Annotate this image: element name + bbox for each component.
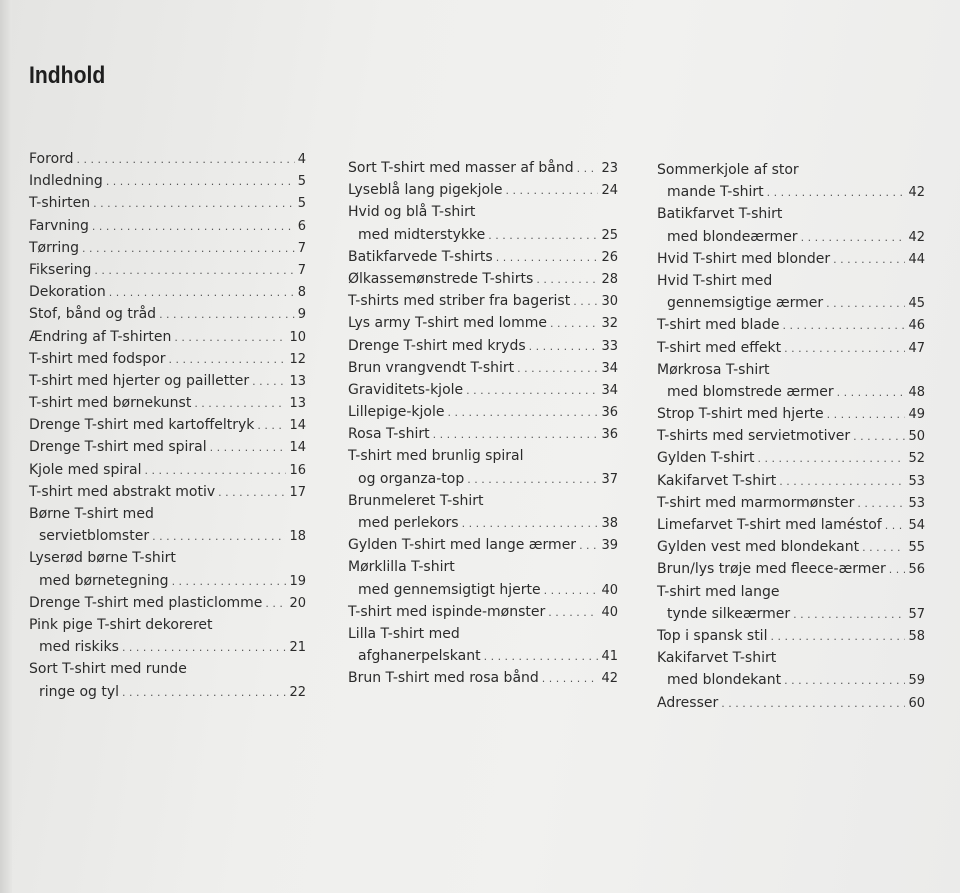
dot-leader — [462, 513, 599, 535]
toc-entry — [29, 303, 306, 325]
toc-entry-page-number: 37 — [601, 471, 618, 487]
toc-entry — [348, 445, 618, 467]
dot-leader — [573, 291, 598, 313]
toc-entry — [29, 392, 306, 414]
toc-entry-title: Sort T-shirt med runde — [29, 661, 187, 678]
toc-entry-title: Strop T-shirt med hjerte — [657, 406, 824, 423]
dot-leader — [784, 670, 905, 692]
toc-entry — [657, 270, 925, 292]
toc-entry — [657, 625, 925, 647]
toc-entry-page-number: 42 — [908, 185, 925, 201]
dot-leader — [144, 460, 286, 482]
toc-entry-page-number: 58 — [908, 628, 925, 644]
toc-entry-title: T-shirt med fodspor — [29, 350, 166, 367]
dot-leader — [801, 227, 906, 249]
toc-entry — [657, 603, 925, 625]
toc-entry-page-number: 59 — [908, 673, 925, 689]
toc-entry-page-number: 34 — [601, 382, 618, 398]
toc-entry-title: Top i spansk stil — [657, 627, 768, 644]
dot-leader — [536, 269, 598, 291]
dot-leader — [779, 471, 905, 493]
toc-entry-title: T-shirt med effekt — [657, 339, 782, 356]
toc-entry — [29, 215, 306, 237]
dot-leader — [837, 382, 906, 404]
toc-entry-title: Hvid og blå T-shirt — [348, 204, 476, 221]
toc-entry-title: T-shirt med ispinde-mønster — [348, 603, 546, 620]
toc-entry-page-number: 33 — [601, 338, 618, 354]
toc-entry-page-number: 39 — [601, 538, 618, 554]
dot-leader — [82, 238, 295, 260]
dot-leader — [770, 626, 905, 648]
toc-entry-title: T-shirt med blade — [657, 317, 780, 334]
dot-leader — [784, 338, 905, 360]
toc-entry-title: Adresser — [657, 694, 719, 711]
dot-leader — [467, 469, 598, 491]
toc-entry — [348, 357, 618, 379]
toc-entry-page-number: 44 — [908, 251, 925, 267]
toc-entry — [348, 490, 618, 512]
toc-entry-title: Mørkrosa T-shirt — [657, 361, 770, 378]
toc-entry-page-number: 42 — [601, 671, 618, 687]
toc-entry-page-number: 60 — [908, 695, 925, 711]
dot-leader — [433, 424, 599, 446]
toc-entry-page-number: 53 — [908, 473, 925, 489]
dot-leader — [833, 249, 905, 271]
toc-entry — [348, 290, 618, 312]
toc-entry-title: T-shirt med abstrakt motiv — [29, 483, 216, 500]
toc-entry-page-number: 46 — [908, 318, 925, 334]
dot-leader — [466, 380, 598, 402]
toc-entry-title: Ølkassemønstrede T-shirts — [348, 270, 534, 287]
toc-entry-title: Farvning — [29, 217, 89, 234]
toc-entry-title: med riskiks — [39, 639, 119, 656]
toc-entry — [29, 370, 306, 392]
dot-leader — [484, 646, 599, 668]
toc-entry-page-number: 32 — [601, 316, 618, 332]
toc-entry — [657, 381, 925, 403]
dot-leader — [252, 371, 286, 393]
toc-entry-title: afghanerpelskant — [358, 648, 481, 665]
toc-entry-page-number: 17 — [289, 484, 306, 500]
toc-entry-title: med blondeærmer — [667, 228, 798, 245]
toc-entry — [29, 459, 306, 481]
dot-leader — [159, 304, 295, 326]
toc-entry-title: Gylden vest med blondekant — [657, 539, 860, 556]
toc-entry-page-number: 52 — [908, 451, 925, 467]
toc-entry-title: T-shirts med servietmotiver — [657, 428, 851, 445]
toc-entry — [348, 179, 618, 201]
dot-leader — [169, 349, 287, 371]
toc-entry-title: med perlekors — [358, 515, 459, 531]
toc-entry-title: Mørklilla T-shirt — [348, 559, 455, 576]
toc-entry-page-number: 19 — [289, 573, 306, 589]
toc-entry-title: Forord — [29, 151, 74, 167]
toc-entry — [29, 281, 306, 303]
toc-column-2 — [348, 157, 618, 690]
toc-entry-title: Fiksering — [29, 261, 92, 278]
dot-leader — [172, 571, 287, 593]
toc-entry — [29, 525, 306, 547]
toc-entry-page-number: 38 — [601, 516, 618, 531]
toc-entry-title: og organza-top — [358, 470, 465, 487]
toc-entry-title: Stof, bånd og tråd — [29, 306, 157, 323]
toc-entry — [348, 667, 618, 689]
dot-leader — [152, 526, 286, 548]
toc-entry — [29, 259, 306, 281]
toc-entry — [29, 414, 306, 436]
toc-entry — [657, 647, 925, 669]
toc-entry-title: Kakifarvet T-shirt — [657, 472, 777, 489]
toc-entry-title: Rosa T-shirt — [348, 426, 430, 443]
toc-entry-title: Lyserød børne T-shirt — [29, 550, 176, 567]
toc-entry — [657, 292, 925, 314]
toc-entry — [657, 314, 925, 336]
toc-entry — [348, 534, 618, 556]
toc-entry — [657, 359, 925, 381]
toc-entry-title: Kjole med spiral — [29, 461, 142, 478]
toc-entry-title: Drenge T-shirt med plasticlomme — [29, 594, 263, 611]
dot-leader — [93, 193, 295, 215]
dot-leader — [783, 315, 906, 337]
toc-entry-page-number: 36 — [601, 427, 618, 443]
dot-leader — [496, 247, 599, 269]
toc-entry — [348, 335, 618, 357]
dot-leader — [721, 693, 905, 715]
toc-entry-page-number: 20 — [289, 595, 306, 611]
toc-entry-page-number: 25 — [601, 227, 618, 243]
toc-entry-page-number: 18 — [289, 529, 306, 545]
toc-entry-page-number: 23 — [601, 161, 618, 176]
toc-entry — [348, 645, 618, 667]
toc-entry-page-number: 49 — [908, 407, 925, 423]
toc-entry-page-number: 45 — [908, 296, 925, 312]
toc-entry-page-number: 34 — [601, 360, 618, 376]
toc-entry-title: Hvid T-shirt med — [657, 272, 773, 289]
dot-leader — [488, 225, 598, 247]
toc-entry — [29, 348, 306, 370]
toc-entry — [29, 681, 306, 703]
dot-leader — [889, 559, 906, 581]
toc-entry-page-number: 57 — [908, 606, 925, 622]
toc-entry-page-number: 55 — [908, 540, 925, 556]
toc-entry-page-number: 56 — [908, 562, 925, 578]
toc-entry-page-number: 47 — [908, 340, 925, 356]
toc-entry-page-number: 53 — [908, 495, 925, 511]
toc-entry — [29, 436, 306, 458]
toc-entry-title: Pink pige T-shirt dekoreret — [29, 616, 213, 633]
toc-entry-title: T-shirt med lange — [657, 583, 780, 600]
toc-entry — [657, 558, 925, 580]
dot-leader — [94, 260, 294, 282]
toc-entry — [657, 337, 925, 359]
toc-entry — [657, 447, 925, 469]
toc-entry — [348, 579, 618, 601]
dot-leader — [257, 415, 286, 437]
toc-entry — [348, 268, 618, 290]
dot-leader — [529, 336, 599, 358]
toc-entry-title: Limefarvet T-shirt med laméstof — [657, 517, 882, 533]
toc-entry-page-number: 40 — [601, 604, 618, 620]
toc-entry-page-number: 5 — [297, 196, 306, 212]
toc-entry-page-number: 5 — [297, 174, 306, 190]
toc-entry-title: T-shirten — [29, 195, 91, 212]
toc-entry-title: med gennemsigtigt hjerte — [358, 581, 541, 598]
dot-leader — [517, 358, 598, 380]
toc-entry-title: Dekoration — [29, 284, 106, 301]
dot-leader — [447, 402, 598, 424]
toc-entry — [348, 312, 618, 334]
toc-entry-title: Drenge T-shirt med kryds — [348, 337, 526, 354]
toc-entry-title: Ændring af T-shirten — [29, 328, 172, 345]
toc-entry — [657, 159, 925, 181]
toc-entry-title: Batikfarvet T-shirt — [657, 206, 783, 223]
toc-entry-title: Lys army T-shirt med lomme — [348, 315, 548, 332]
toc-entry — [657, 492, 925, 514]
toc-entry-page-number: 30 — [601, 294, 618, 310]
toc-entry — [657, 669, 925, 691]
toc-entry — [348, 157, 618, 179]
toc-entry-title: Lyseblå lang pigekjole — [348, 182, 503, 199]
toc-entry-page-number: 7 — [297, 262, 306, 278]
toc-entry — [657, 692, 925, 714]
toc-entry-title: Indledning — [29, 173, 103, 190]
toc-entry — [29, 481, 306, 503]
dot-leader — [857, 493, 905, 515]
dot-leader — [265, 593, 286, 615]
toc-entry — [657, 403, 925, 425]
toc-entry — [29, 636, 306, 658]
toc-entry — [348, 401, 618, 423]
toc-entry — [348, 468, 618, 490]
toc-entry-page-number: 8 — [297, 285, 306, 301]
toc-entry-title: Sommerkjole af stor — [657, 162, 799, 178]
toc-entry-title: gennemsigtige ærmer — [667, 295, 824, 312]
page-spine-shadow — [0, 0, 12, 893]
dot-leader — [862, 537, 905, 559]
toc-entry-page-number: 6 — [297, 218, 306, 234]
toc-entry-page-number: 14 — [289, 418, 306, 434]
toc-entry-title: Brun T-shirt med rosa bånd — [348, 670, 539, 687]
toc-entry-page-number: 22 — [289, 684, 306, 700]
dot-leader — [77, 149, 295, 171]
dot-leader — [767, 182, 906, 204]
toc-entry — [348, 201, 618, 223]
toc-entry-title: med børnetegning — [39, 572, 169, 589]
toc-entry-page-number: 12 — [289, 351, 306, 367]
toc-entry-page-number: 26 — [601, 249, 618, 265]
toc-entry-title: Brun vrangvendt T-shirt — [348, 359, 515, 376]
dot-leader — [174, 327, 286, 349]
toc-entry — [657, 514, 925, 536]
toc-entry-title: Gylden T-shirt med lange ærmer — [348, 537, 577, 554]
dot-leader — [579, 535, 598, 557]
dot-leader — [827, 404, 906, 426]
toc-entry-page-number: 13 — [289, 373, 306, 389]
toc-entry-title: T-shirt med børnekunst — [29, 395, 192, 412]
dot-leader — [793, 604, 905, 626]
toc-entry-title: Brunmeleret T-shirt — [348, 492, 484, 509]
toc-entry-title: Tørring — [29, 239, 80, 256]
toc-entry-title: T-shirt med hjerter og pailletter — [29, 372, 250, 389]
dot-leader — [577, 158, 599, 180]
toc-entry-title: Gylden T-shirt — [657, 450, 755, 467]
dot-leader — [109, 282, 295, 304]
toc-entry-page-number: 14 — [289, 440, 306, 456]
toc-entry — [657, 581, 925, 603]
toc-entry-title: Sort T-shirt med masser af bånd — [348, 160, 574, 176]
toc-entry-title: Lillepige-kjole — [348, 404, 445, 421]
toc-entry — [657, 181, 925, 203]
toc-entry — [29, 326, 306, 348]
toc-entry — [657, 425, 925, 447]
dot-leader — [853, 426, 905, 448]
toc-entry-page-number: 24 — [601, 183, 618, 199]
toc-entry — [29, 658, 306, 680]
toc-entry — [348, 423, 618, 445]
toc-entry — [348, 246, 618, 268]
toc-entry-title: med blomstrede ærmer — [667, 383, 834, 400]
toc-entry-page-number: 21 — [289, 640, 306, 656]
toc-entry — [348, 379, 618, 401]
toc-entry-title: Graviditets-kjole — [348, 381, 464, 398]
toc-entry-page-number: 48 — [908, 384, 925, 400]
toc-entry-page-number: 4 — [297, 152, 306, 167]
toc-entry — [29, 237, 306, 259]
dot-leader — [548, 602, 598, 624]
toc-entry-page-number: 10 — [289, 329, 306, 345]
dot-leader — [210, 437, 287, 459]
dot-leader — [92, 216, 295, 238]
dot-leader — [550, 313, 598, 335]
toc-entry — [29, 503, 306, 525]
page-title: Indhold — [29, 62, 106, 89]
toc-entry — [29, 148, 306, 170]
toc-entry — [348, 556, 618, 578]
toc-entry — [29, 614, 306, 636]
toc-entry-title: servietblomster — [39, 528, 150, 545]
toc-entry — [657, 536, 925, 558]
dot-leader — [194, 393, 286, 415]
toc-entry-title: T-shirts med striber fra bagerist — [348, 293, 571, 310]
dot-leader — [542, 668, 599, 690]
dot-leader — [122, 637, 287, 659]
toc-entry-title: med blondekant — [667, 672, 782, 689]
toc-entry-title: T-shirt med brunlig spiral — [348, 448, 524, 465]
dot-leader — [122, 682, 286, 704]
toc-entry-title: med midterstykke — [358, 226, 486, 243]
toc-column-3 — [657, 159, 925, 714]
toc-entry-page-number: 54 — [908, 518, 925, 533]
toc-entry — [657, 226, 925, 248]
dot-leader — [826, 293, 905, 315]
toc-entry-page-number: 40 — [601, 582, 618, 598]
toc-entry — [348, 224, 618, 246]
toc-entry-title: Hvid T-shirt med blonder — [657, 250, 831, 267]
toc-entry-title: tynde silkeærmer — [667, 605, 791, 622]
dot-leader — [106, 171, 295, 193]
toc-entry — [29, 592, 306, 614]
toc-entry-title: Drenge T-shirt med spiral — [29, 439, 207, 456]
toc-entry — [657, 203, 925, 225]
toc-entry — [348, 601, 618, 623]
dot-leader — [544, 580, 599, 602]
toc-entry-title: Kakifarvet T-shirt — [657, 650, 777, 667]
toc-entry-title: Lilla T-shirt med — [348, 625, 460, 642]
toc-entry-title: Brun/lys trøje med fleece-ærmer — [657, 561, 886, 578]
toc-entry-title: mande T-shirt — [667, 184, 764, 201]
toc-entry — [657, 470, 925, 492]
toc-entry — [348, 623, 618, 645]
toc-column-1 — [29, 148, 306, 703]
toc-entry-title: Batikfarvede T-shirts — [348, 248, 493, 265]
toc-entry-page-number: 16 — [289, 462, 306, 478]
toc-entry-page-number: 36 — [601, 405, 618, 421]
toc-entry-page-number: 9 — [297, 307, 306, 323]
toc-entry — [29, 170, 306, 192]
toc-entry-title: Børne T-shirt med — [29, 506, 154, 522]
toc-entry-page-number: 41 — [601, 649, 618, 665]
dot-leader — [757, 448, 905, 470]
toc-entry-page-number: 28 — [601, 271, 618, 287]
toc-entry — [29, 192, 306, 214]
toc-entry-page-number: 7 — [297, 240, 306, 256]
toc-entry-title: Drenge T-shirt med kartoffeltryk — [29, 417, 255, 434]
toc-entry-title: ringe og tyl — [39, 683, 120, 700]
toc-entry-title: T-shirt med marmormønster — [657, 494, 855, 511]
toc-entry-page-number: 42 — [908, 229, 925, 245]
dot-leader — [885, 515, 906, 537]
toc-entry — [657, 248, 925, 270]
dot-leader — [506, 180, 599, 202]
dot-leader — [218, 482, 286, 504]
toc-entry-page-number: 50 — [908, 429, 925, 445]
toc-entry — [29, 547, 306, 569]
toc-entry-page-number: 13 — [289, 396, 306, 412]
toc-entry — [348, 512, 618, 534]
toc-entry — [29, 570, 306, 592]
